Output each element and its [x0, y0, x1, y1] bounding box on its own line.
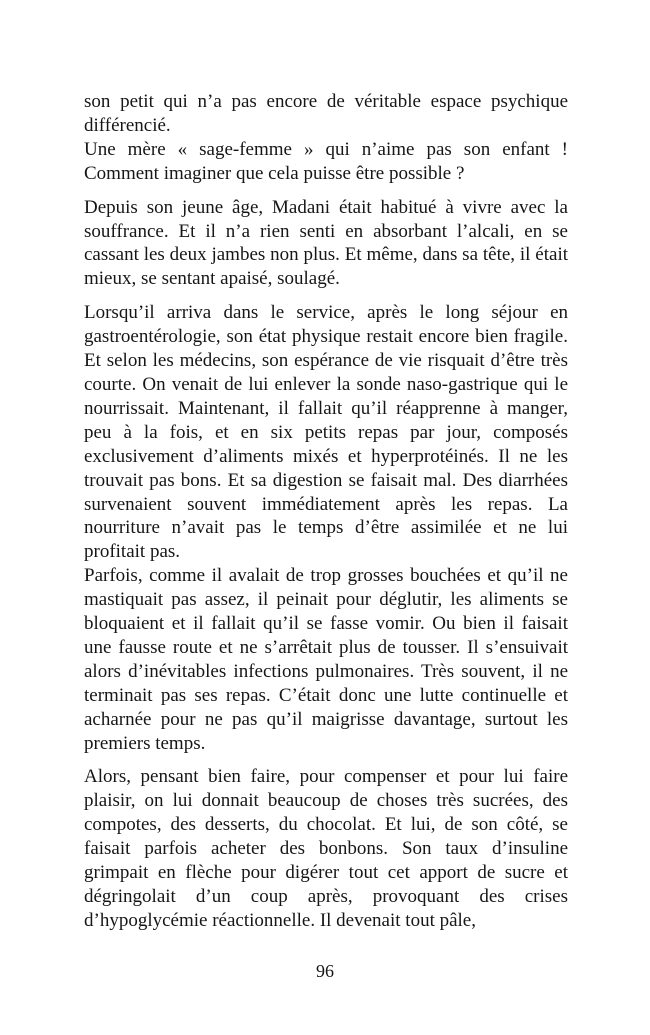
paragraph-2: Une mère « sage-femme » qui n’aime pas son enfant ! Comment imaginer que cela puisse être possible ?	[84, 138, 568, 184]
page-body	[84, 90, 568, 943]
paragraph-5: Parfois, comme il avalait de trop grosses bouchées et qu’il ne mastiquait pas assez, il peinait pour déglutir, les aliments se bloquaient et il fallait qu’il se fasse vomir. Ou bien il faisait une fausse route et ne s’arrêtait plus de tousser. Il s’ensuivait alors d’inévitables infections pulmonaires. Très souvent, il ne terminait pas ses repas. C’était donc une lutte continuelle et acharnée pour ne pas qu’il maigrisse davantage, surtout les premiers temps.	[84, 565, 568, 754]
paragraph-4: Lorsqu’il arriva dans le service, après le long séjour en gastroentérologie, son état physique restait encore bien fragile. Et selon les médecins, son espérance de vie risquait d’être très courte. On venait de lui enlever la sonde naso-gastrique qui le nourrissait. Maintenant, il fallait qu’il réapprenne à manger, peu à la fois, et en six petits repas par jour, composés exclusivement d’aliments mixés et hyperprotéinés. Il ne les trouvait pas bons. Et sa digestion se faisait mal. Des diarrhées survenaient souvent immédiatement après les repas. La nourriture n’avait pas le temps d’être assimilée et ne lui profitait pas.	[84, 302, 568, 563]
paragraph-3: Depuis son jeune âge, Madani était habitué à vivre avec la souffrance. Et il n’a rien senti en absorbant l’alcali, en se cassant les deux jambes non plus. Et même, dans sa tête, il était mieux, se sentant apaisé, soulagé.	[84, 196, 568, 290]
page-number: 96	[316, 961, 334, 981]
paragraph-6: Alors, pensant bien faire, pour compenser et pour lui faire plaisir, on lui donnait beaucoup de choses très sucrées, des compotes, des desserts, du chocolat. Et lui, de son côté, se faisait parfois acheter des bonbons. Son taux d’insuline grimpait en flèche pour digérer tout cet apport de sucre et dégringolait d’un coup après, provoquant des crises d’hypoglycémie réactionnelle. Il devenait tout pâle,	[84, 766, 568, 931]
paragraph-1: son petit qui n’a pas encore de véritable espace psychique différencié.	[84, 91, 568, 136]
